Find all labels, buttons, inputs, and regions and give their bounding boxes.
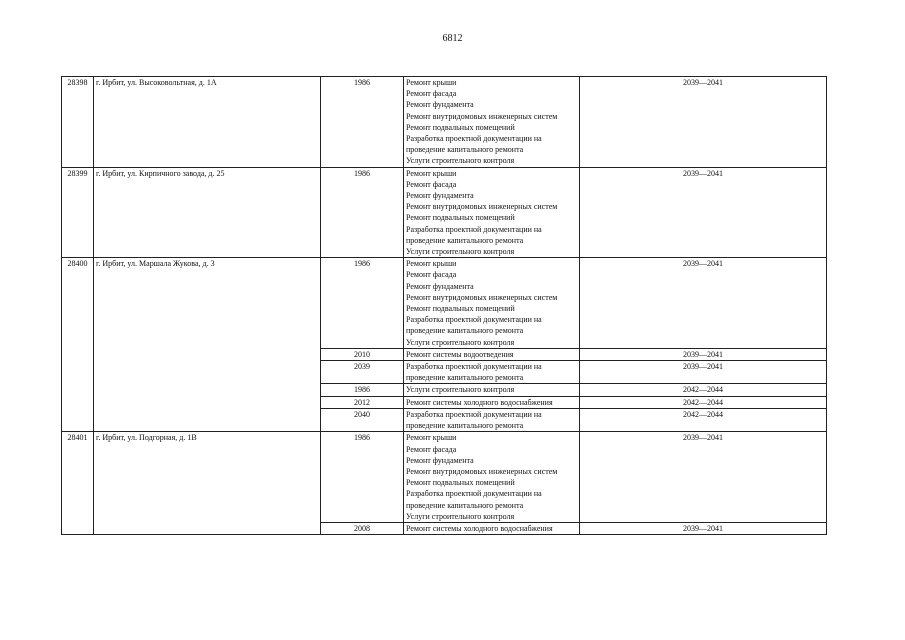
table-row [62, 77, 827, 168]
year-cell: 2008 [321, 522, 404, 534]
work-item: проведение капитального ремонта [406, 500, 524, 510]
works-cell [404, 77, 580, 168]
work-item: Ремонт крыши [406, 78, 457, 87]
row-number-cell: 28399 [62, 167, 94, 258]
period-cell: 2042—2044 [580, 396, 827, 408]
row-number-cell: 28398 [62, 77, 94, 168]
work-item: Ремонт внутридомовых инженерных систем [406, 202, 558, 212]
work-item: Ремонт подвальных помещений [406, 213, 515, 223]
work-item: Услуги строительного контроля [406, 156, 515, 166]
works-cell [404, 432, 580, 523]
work-item: Ремонт системы холодного водоснабжения [406, 397, 553, 407]
table-row [62, 167, 827, 258]
works-cell [404, 408, 580, 431]
works-cell [404, 348, 580, 360]
address-cell: г. Ирбит, ул. Подгорная, д. 1В [94, 432, 321, 535]
work-item: Ремонт фундамента [406, 281, 474, 291]
period-cell: 2039—2041 [580, 348, 827, 360]
work-item: проведение капитального ремонта [406, 421, 524, 431]
period-cell: 2042—2044 [580, 384, 827, 396]
year-cell: 1986 [321, 77, 404, 168]
period-cell: 2039—2041 [580, 77, 827, 168]
repair-schedule-table [61, 76, 827, 535]
work-item: Ремонт внутридомовых инженерных систем [406, 292, 558, 302]
period-cell: 2039—2041 [580, 361, 827, 384]
works-cell [404, 167, 580, 258]
period-cell: 2039—2041 [580, 522, 827, 534]
work-item: Ремонт подвальных помещений [406, 304, 515, 314]
row-number-cell: 28401 [62, 432, 94, 535]
period-cell: 2042—2044 [580, 408, 827, 431]
period-cell: 2039—2041 [580, 258, 827, 349]
work-item: Услуги строительного контроля [406, 511, 515, 521]
work-item: Ремонт внутридомовых инженерных систем [406, 111, 558, 121]
work-item: проведение капитального ремонта [406, 145, 524, 155]
work-item: Ремонт крыши [406, 433, 457, 443]
table-row [62, 432, 827, 523]
period-cell: 2039—2041 [580, 167, 827, 258]
table-body [62, 77, 827, 535]
work-item: Ремонт системы холодного водоснабжения [406, 523, 553, 533]
work-item: Услуги строительного контроля [406, 385, 515, 395]
work-item: Разработка проектной документации на [406, 362, 542, 372]
year-cell: 2040 [321, 408, 404, 431]
work-item: Услуги строительного контроля [406, 337, 515, 347]
work-item: Ремонт фундамента [406, 191, 474, 201]
period-cell: 2039—2041 [580, 432, 827, 523]
works-cell [404, 384, 580, 396]
works-cell [404, 396, 580, 408]
work-item: Услуги строительного контроля [406, 247, 515, 257]
work-item: проведение капитального ремонта [406, 235, 524, 245]
page-number: 6812 [442, 33, 463, 44]
year-cell: 2012 [321, 396, 404, 408]
address-cell: г. Ирбит, ул. Кирпичного завода, д. 25 [94, 167, 321, 258]
year-cell: 2039 [321, 361, 404, 384]
work-item: Ремонт фасада [406, 270, 457, 280]
work-item: Разработка проектной документации на [406, 489, 542, 499]
work-item: Ремонт фундамента [406, 100, 474, 110]
table-row [62, 258, 827, 349]
year-cell: 1986 [321, 432, 404, 523]
address-cell: г. Ирбит, ул. Маршала Жукова, д. 3 [94, 258, 321, 432]
work-item: Ремонт внутридомовых инженерных систем [406, 466, 558, 476]
work-item: Ремонт крыши [406, 168, 457, 178]
work-item: Ремонт крыши [406, 259, 457, 269]
year-cell: 1986 [321, 384, 404, 396]
work-item: проведение капитального ремонта [406, 326, 524, 336]
work-item: Ремонт подвальных помещений [406, 122, 515, 132]
address-cell: г. Ирбит, ул. Высоковольтная, д. 1А [94, 77, 321, 168]
work-item: Разработка проектной документации на [406, 315, 542, 325]
year-cell: 1986 [321, 167, 404, 258]
work-item: Разработка проектной документации на [406, 134, 542, 144]
work-item: Ремонт системы водоотведения [406, 349, 514, 359]
work-item: проведение капитального ремонта [406, 373, 524, 383]
work-item: Ремонт фасада [406, 89, 457, 99]
year-cell: 1986 [321, 258, 404, 349]
row-number-cell: 28400 [62, 258, 94, 432]
works-cell [404, 361, 580, 384]
work-item: Разработка проектной документации на [406, 409, 542, 419]
work-item: Ремонт фундамента [406, 455, 474, 465]
work-item: Ремонт фасада [406, 179, 457, 189]
year-cell: 2010 [321, 348, 404, 360]
work-item: Ремонт подвальных помещений [406, 478, 515, 488]
work-item: Разработка проектной документации на [406, 224, 542, 234]
work-item: Ремонт фасада [406, 444, 457, 454]
works-cell [404, 258, 580, 349]
works-cell [404, 522, 580, 534]
